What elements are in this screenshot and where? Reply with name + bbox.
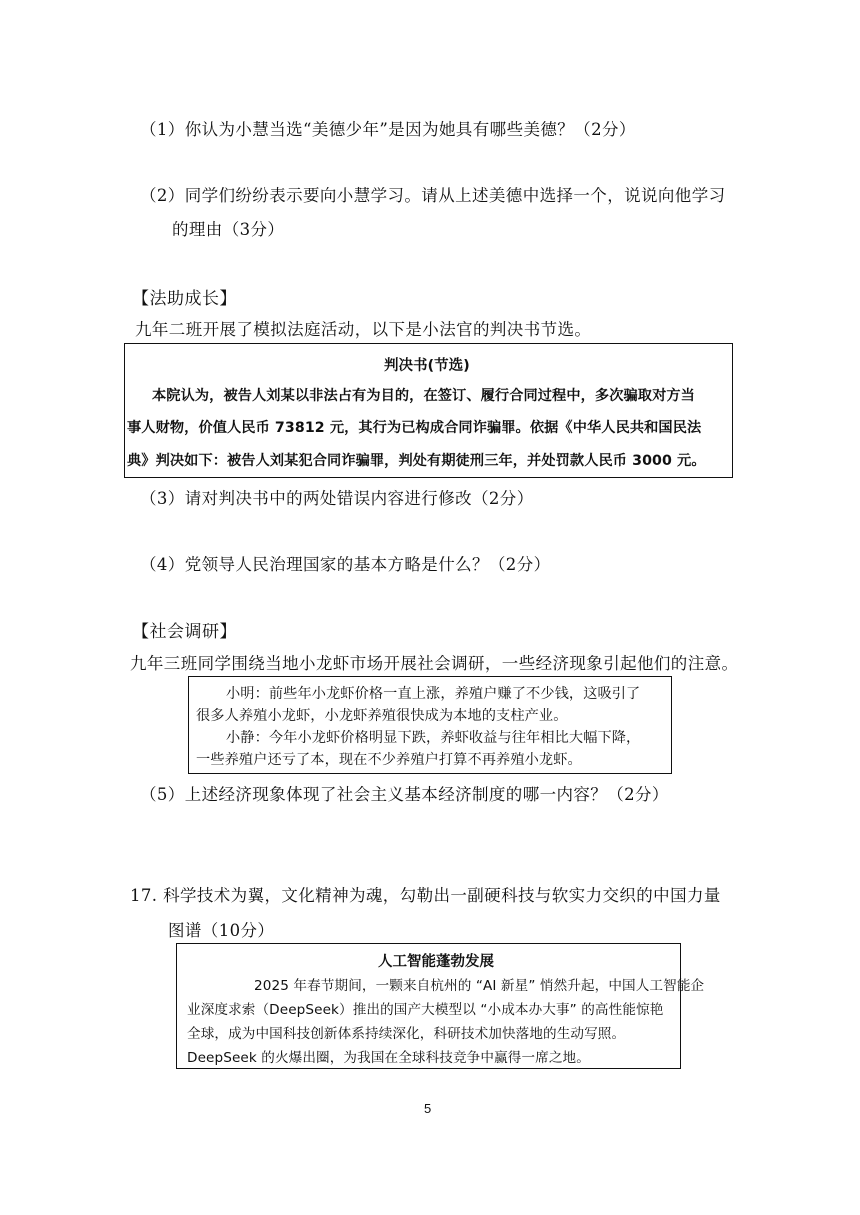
ai-line-4: DeepSeek 的火爆出圈，为我国在全球科技竞争中赢得一席之地。 — [187, 1050, 590, 1066]
ai-box — [176, 943, 705, 1069]
survey-line-3: 小静：今年小龙虾价格明显下跌，养虾收益与往年相比大幅下降， — [226, 730, 641, 746]
question-1: （1）你认为小慧当选“美德少年”是因为她具有哪些美德？（2分） — [140, 120, 636, 139]
survey-box — [188, 676, 672, 774]
question-5: （5）上述经济现象体现了社会主义基本经济制度的哪一内容？（2分） — [140, 785, 669, 804]
fazhu-intro: 九年二班开展了模拟法庭活动，以下是小法官的判决书节选。 — [135, 320, 592, 339]
question-17-line-1: 17. 科学技术为翼，文化精神为魂，勾勒出一副硬科技与软实力交织的中国力量 — [130, 886, 721, 905]
ai-line-3: 全球，成为中国科技创新体系持续深化，科研技术加快落地的生动写照。 — [187, 1026, 626, 1042]
question-4: （4）党领导人民治理国家的基本方略是什么？（2分） — [140, 555, 551, 574]
ai-line-1: 2025 年春节期间，一颗来自杭州的 “AI 新星” 悄然升起，中国人工智能企 — [254, 978, 705, 994]
ai-title: 人工智能蓬勃发展 — [378, 954, 494, 970]
judgment-line-1: 本院认为，被告人刘某以非法占有为目的，在签订、履行合同过程中，多次骗取对方当 — [152, 388, 695, 404]
question-2-line-2: 的理由（3分） — [172, 220, 285, 239]
judgment-title: 判决书(节选) — [384, 358, 470, 374]
question-3: （3）请对判决书中的两处错误内容进行修改（2分） — [140, 489, 534, 508]
section-heading-diaoyan: 【社会调研】 — [132, 622, 237, 642]
diaoyan-intro: 九年三班同学围绕当地小龙虾市场开展社会调研，一些经济现象引起他们的注意。 — [130, 654, 739, 673]
judgment-line-3: 典》判决如下：被告人刘某犯合同诈骗罪，判处有期徒刑三年，并处罚款人民币 3000 元。 — [127, 453, 706, 469]
question-2-line-1: （2）同学们纷纷表示要向小慧学习。请从上述美德中选择一个，说说向他学习 — [140, 186, 726, 205]
question-17-line-2: 图谱（10分） — [168, 921, 275, 940]
section-heading-fazhu: 【法助成长】 — [132, 289, 237, 309]
survey-line-2: 很多人养殖小龙虾，小龙虾养殖很快成为本地的支柱产业。 — [196, 708, 568, 724]
survey-line-1: 小明：前些年小龙虾价格一直上涨，养殖户赚了不少钱，这吸引了 — [226, 686, 641, 702]
ai-line-2: 业深度求索（DeepSeek）推出的国产大模型以 “小成本办大事” 的高性能惊艳 — [187, 1002, 664, 1018]
page-number: 5 — [424, 1101, 432, 1116]
judgment-box — [124, 343, 733, 478]
judgment-line-2: 事人财物，价值人民币 73812 元，其行为已构成合同诈骗罪。依据《中华人民共和国民法 — [127, 420, 702, 436]
survey-line-4: 一些养殖户还亏了本，现在不少养殖户打算不再养殖小龙虾。 — [196, 752, 582, 768]
